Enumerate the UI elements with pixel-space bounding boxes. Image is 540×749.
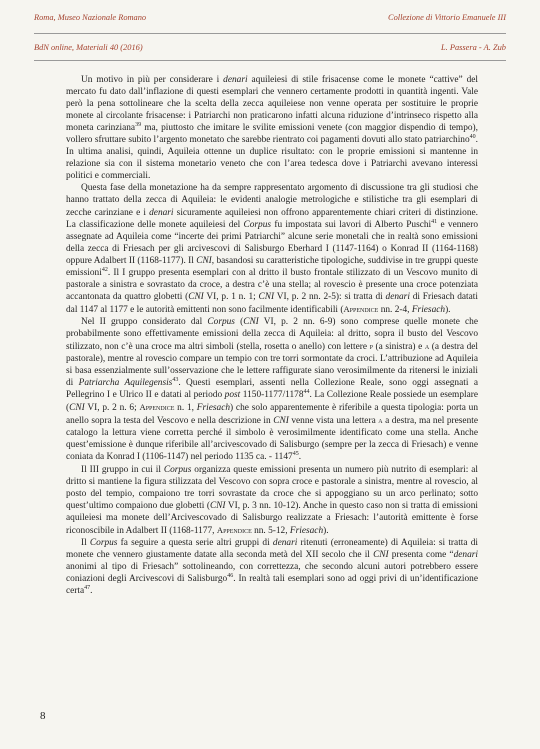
paragraph — [66, 74, 478, 182]
text-run: denari — [453, 549, 478, 560]
text-run: ) che solo apparentemente è riferibile a questa tipologia: porta un anello sopra la testa del Vescovo e nella descrizione in — [66, 403, 478, 427]
footnote-ref: 42 — [101, 266, 108, 273]
text-run: ma, piuttosto che imitare le svilite emissioni venete (con maggior dispendio di tempo), vollero sfruttare subito l’argento monetato che sarebbe rientrato coi pagamenti dovuti allo stato patriarchino — [66, 123, 478, 146]
header-collection: Collezione di Vittorio Emanuele III — [387, 13, 506, 22]
text-run: presenta come “ — [388, 549, 454, 560]
text-run: . In ultima analisi, quindi, Aquileia ottenne un duplice risultato: con le proprie emissioni si mantenne in relazione sia con il sistema monetario veneto che con l’area tedesca dove i Patriarchi avevano interessi politici e commerciali. — [66, 135, 478, 182]
text-run: ( — [234, 316, 244, 327]
text-run: di Friesach datati dal 1147 al 1177 e le autorità emittenti non sono facilmente identificabili ( — [66, 291, 478, 315]
text-run: (a destra del pastorale), mentre al rovescio compare un tempio con tre torri sormontate da croci. L’attribuzione ad Aquileia si basa essenzialmente sull’osservazione che le lettere raffigurate siano verosimilmente da ritenersi le iniziali di — [66, 342, 478, 389]
text-run: post — [224, 390, 241, 401]
footnote-ref: 44 — [303, 389, 310, 396]
text-run: CNI — [243, 316, 259, 327]
text-run: Il III gruppo in cui il — [81, 464, 164, 475]
text-run: VI, p. 1 n. 1; — [203, 291, 259, 302]
text-run: Friesach — [289, 525, 324, 536]
text-run: CNI — [258, 291, 275, 302]
header-rule-top — [34, 33, 506, 34]
header-journal: BdN online, Materiali 40 (2016) — [34, 43, 143, 52]
text-run: p — [369, 341, 373, 352]
text-run: Appendice — [139, 402, 175, 413]
text-run: Corpus — [163, 464, 192, 475]
text-run: Appendice — [343, 303, 379, 314]
paragraph — [66, 182, 478, 316]
running-header-bottom — [34, 43, 506, 52]
text-run: denari — [272, 537, 298, 548]
text-run: . Il I gruppo presenta esemplari con al dritto il busto frontale stilizzato di un Vescovo munito di pastorale a sinistra e sovrastato da croce, a destra c’è una stella; al rovescio è presente una croce potenziata accantonata da quattro globetti ( — [66, 267, 478, 302]
text-run: . — [298, 452, 302, 463]
text-run: VI, p. 2 nn. 6-9) sono comprese quelle monete che probabilmente sono effettivamente emissioni della zecca di Aquileia: al dritto, sopra il busto del Vescovo stilizzato, non c’è una croce ma altri simboli (stella, rosetta o anello) con lettere — [66, 316, 478, 353]
text-run: . La Collezione Reale possiede un esemplare ( — [66, 390, 478, 414]
text-run: VI, p. 2 n. 6; — [84, 403, 140, 414]
text-run: anonimi al tipo di Friesach” sottolineando, con correttezza, che secondo alcuni autori potrebbero essere coniazioni degli Arcivescovi di Salisburgo — [66, 561, 478, 584]
body-text — [66, 74, 478, 597]
text-run: Friesach — [196, 403, 231, 414]
text-run: denari — [149, 207, 174, 218]
text-run: CNI — [69, 403, 85, 414]
text-run: nn. 5-12, — [251, 525, 290, 536]
text-run: (a sinistra) e — [372, 342, 425, 353]
text-run: Friesach — [411, 304, 446, 315]
footnote-ref: 40 — [469, 134, 476, 141]
text-run: fu impostata sui lavori di Alberto Puschi — [271, 219, 432, 230]
text-run: , basandosi su caratteristiche tipologiche, suddivise in tre gruppi queste emissioni — [66, 255, 478, 278]
text-run: a destra, ma nel presente catalogo la lettura viene corretta perché il simbolo è verosimilmente identificato come una stella. Anche quest’emissione è dunque riferibile all’arcivescovado di Salisburgo (sempre per la zecca di Friesach) e venne coniata da Konrad I (1106-1147) nel periodo 1135 ca. - 1147 — [66, 416, 478, 463]
footnote-ref: 46 — [227, 572, 234, 579]
text-run: ). — [445, 304, 451, 315]
text-run: denari — [385, 291, 410, 302]
text-run: Appendice — [216, 524, 252, 535]
text-run: Patriarcha Aquilegensis — [78, 378, 173, 389]
text-run: nn. 2-4, — [378, 304, 412, 315]
text-run: VI, p. 2 nn. 2-5): si tratta di — [274, 291, 386, 302]
footnote-ref: 39 — [135, 122, 142, 129]
text-run: fa seguire a questa serie altri gruppi di — [117, 537, 273, 548]
paragraph — [66, 316, 478, 464]
text-run: denari — [223, 75, 248, 85]
text-run: Nel II gruppo considerato dal — [81, 316, 208, 327]
page-number: 8 — [40, 710, 46, 722]
header-authors: L. Passera - A. Zub — [441, 43, 506, 52]
text-run: aquileiesi di stile frisacense come le monete “cattive” del mercato fu dato dall’inflazione di questi esemplari che vennero certamente prodotti in quantità ingenti. Vale però la pena sottolineare che la scelta della zecca aquileiese non venne operata per sostituire le proprie monete al circolante frisacense: i Patriarchi non praticarono infatti alcuna riduzione d’intrinseco rispetto alla moneta carinziana — [66, 75, 478, 134]
text-run: e vennero assegnate ad Aquileia come “incerte dei primi Patriarchi” alcune serie monetali che in realtà sono emissioni della zecca di Friesach per gli arcivescovi di Salisburgo Eberhard I (1147-1164) o Konrad II (1164-1168) oppure Adalbert II (1168-1177). Il — [66, 219, 478, 266]
text-run: VI, p. 3 nn. 10-12). Anche in questo caso non si tratta di emissioni aquileiesi ma monete dell’Arcivescovado di Salisburgo realizzate a Friesach: l’autorità emittente è forse riconoscibile in Adalbert II (1168-1177, — [66, 500, 478, 536]
running-header-top — [34, 13, 506, 22]
paragraph — [66, 464, 478, 537]
text-run: Corpus — [89, 537, 118, 548]
header-museum: Roma, Museo Nazionale Romano — [34, 13, 147, 22]
footnote-ref: 41 — [431, 218, 438, 225]
text-run: . Questi esemplari, assenti nella Collezione Reale, sono oggi assegnati a Pellegrino I e Ulrico II e datati al periodo — [66, 378, 478, 401]
text-run: Corpus — [207, 316, 235, 327]
text-run: venne vista una lettera — [288, 416, 379, 427]
text-run: 1150-1177/1178 — [240, 390, 304, 401]
text-run: . In realtà tali esemplari sono ad oggi privi di un’identificazione certa — [66, 573, 478, 596]
footnote-ref: 43 — [172, 377, 179, 384]
text-run: Questa fase della monetazione ha da sempre rappresentato argomento di discussione tra gli studiosi che hanno trattato della zecca di Aquileia: le evidenti analogie metrologiche e stilistiche tra gli esemplari di zecche carinziane e i — [66, 183, 478, 218]
text-run: . — [90, 585, 93, 596]
footnote-ref: 47 — [84, 584, 91, 591]
text-run: Corpus — [243, 219, 272, 230]
text-run: ). — [323, 525, 329, 536]
header-rule-bottom — [34, 60, 506, 61]
text-run: a — [378, 415, 383, 426]
text-run: organizza queste emissioni presenta un numero più nutrito di esemplari: al dritto si mantiene la figura stilizzata del Vescovo con sopra croce e pastorale a sinistra, mentre al rovescio, al posto del tempio, compaiono tre torri sovrastate da croce che si appoggiano su un arco perlinato; sotto quest’ultimo compaiono due globetti ( — [66, 464, 478, 511]
text-run: Il — [81, 537, 90, 548]
text-run: CNI — [188, 291, 204, 302]
paragraph — [66, 537, 478, 597]
text-run: CNI — [273, 416, 289, 427]
text-run: sicuramente aquileiesi non offrono apparentemente chiari criteri di distinzione. La classificazione delle monete aquileiesi del — [66, 207, 478, 230]
text-run: Un motivo in più per considerare i — [81, 75, 224, 85]
text-run: ritenuti (erroneamente) di Aquileia: si tratta di monete che vennero giustamente datate alla seconda metà del XII secolo che il — [66, 537, 479, 560]
text-run: CNI — [373, 549, 389, 560]
footnote-ref: 45 — [292, 451, 299, 458]
text-run: CNI — [209, 500, 226, 511]
text-run: CNI — [196, 255, 212, 266]
text-run: a — [424, 341, 430, 352]
text-run: n. 1, — [174, 403, 197, 414]
